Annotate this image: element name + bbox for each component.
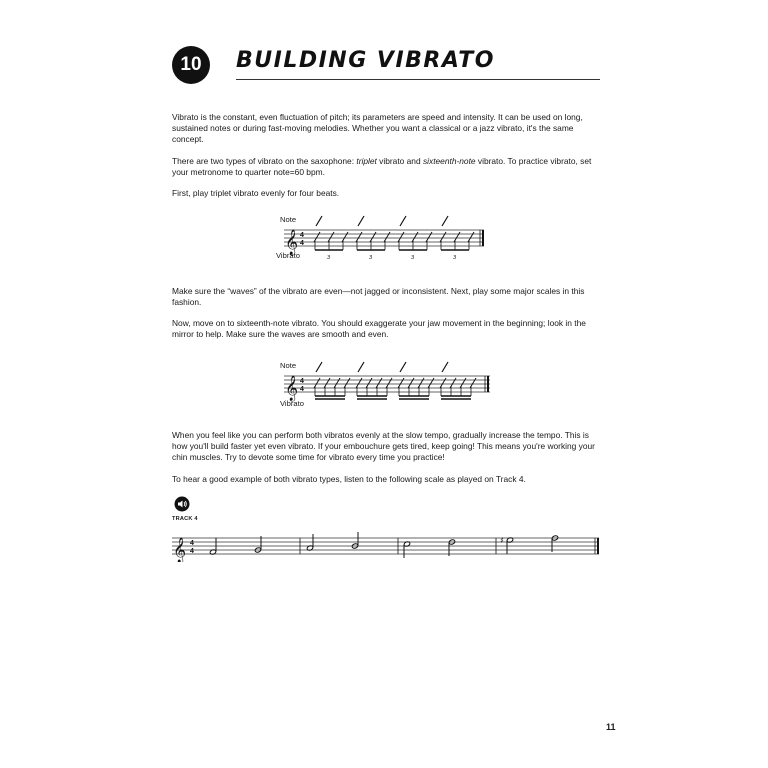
staff-lines — [284, 230, 484, 246]
sharp-icon: ♯ — [500, 536, 504, 545]
vibrato-label: Vibrato — [280, 399, 304, 408]
treble-clef-icon: 𝄞 — [173, 538, 187, 562]
chapter-title: BUILDING VIBRATO — [236, 48, 495, 73]
time-signature-top: 4 — [190, 540, 194, 547]
paragraph-sixteenth: Now, move on to sixteenth-note vibrato. You should exaggerate your jaw movement in the beginning; look in the mirror to help. Make sure the waves are smooth and even. — [172, 318, 586, 340]
treble-clef-icon: 𝄞 — [285, 230, 299, 255]
time-signature-bottom: 4 — [300, 386, 304, 393]
pitch-slashes — [316, 216, 448, 226]
time-signature-top: 4 — [300, 378, 304, 385]
paragraph-listen: To hear a good example of both vibrato types, listen to the following scale as played on Track 4. — [172, 474, 526, 484]
scale-example-staff — [170, 530, 602, 562]
chapter-number-badge — [172, 46, 210, 84]
tuplet-mark: 3 — [453, 255, 457, 261]
time-signature-top: 4 — [300, 232, 304, 239]
sixteenth-vibrato-example — [270, 356, 500, 412]
time-signature-bottom: 4 — [300, 240, 304, 247]
title-rule — [236, 79, 600, 80]
paragraph-tempo: When you feel like you can perform both vibratos evenly at the slow tempo, gradually increase the tempo. This is how you'll build faster yet even vibrato. If your embouchure gets tired, keep going! This means you're working your chin muscles. Try to devote some time for vibrato every time you practice! — [172, 430, 595, 463]
note-label: Note — [280, 361, 297, 370]
paragraph-types-c: vibrato. To practice vibrato, set your metronome to quarter note=60 bpm. — [172, 156, 592, 178]
speaker-icon[interactable] — [174, 496, 190, 512]
time-signature-bottom: 4 — [190, 548, 194, 555]
chapter-number: 10 — [180, 54, 202, 75]
note-label: Note — [280, 215, 297, 224]
chapter-header — [172, 46, 600, 86]
treble-clef-icon: 𝄞 — [285, 376, 299, 401]
paragraph-intro: Vibrato is the constant, even fluctuation of pitch; its parameters are speed and intensity. It can be used on long, sustained notes or during fast-moving melodies. Whether you want a classical or a jazz vibrato, it's the same concept. — [172, 112, 583, 145]
paragraph-waves: Make sure the “waves” of the vibrato are even—not jagged or inconsistent. Next, play some major scales in this fashion. — [172, 286, 585, 308]
paragraph-types-sixteenth: sixteenth-note — [422, 156, 476, 166]
pitch-slashes — [316, 362, 448, 372]
staff-lines — [172, 538, 599, 554]
paragraph-types-b: vibrato and — [376, 156, 423, 166]
tuplet-mark: 3 — [411, 255, 415, 261]
tuplet-mark: 3 — [327, 255, 331, 261]
vibrato-label: Vibrato — [276, 251, 300, 260]
stems-and-beams — [315, 240, 469, 250]
triplet-vibrato-example — [270, 208, 500, 268]
paragraph-types — [172, 156, 600, 178]
paragraph-first: First, play triplet vibrato evenly for four beats. — [172, 188, 340, 198]
page-number: 11 — [606, 722, 616, 732]
paragraph-types-triplet: triplet — [356, 156, 377, 166]
vibrato-slashes — [314, 232, 474, 242]
tuplet-mark: 3 — [369, 255, 373, 261]
paragraph-types-a: There are two types of vibrato on the saxophone: — [172, 156, 357, 166]
vibrato-slashes — [314, 378, 476, 388]
track-label: TRACK 4 — [172, 516, 198, 522]
